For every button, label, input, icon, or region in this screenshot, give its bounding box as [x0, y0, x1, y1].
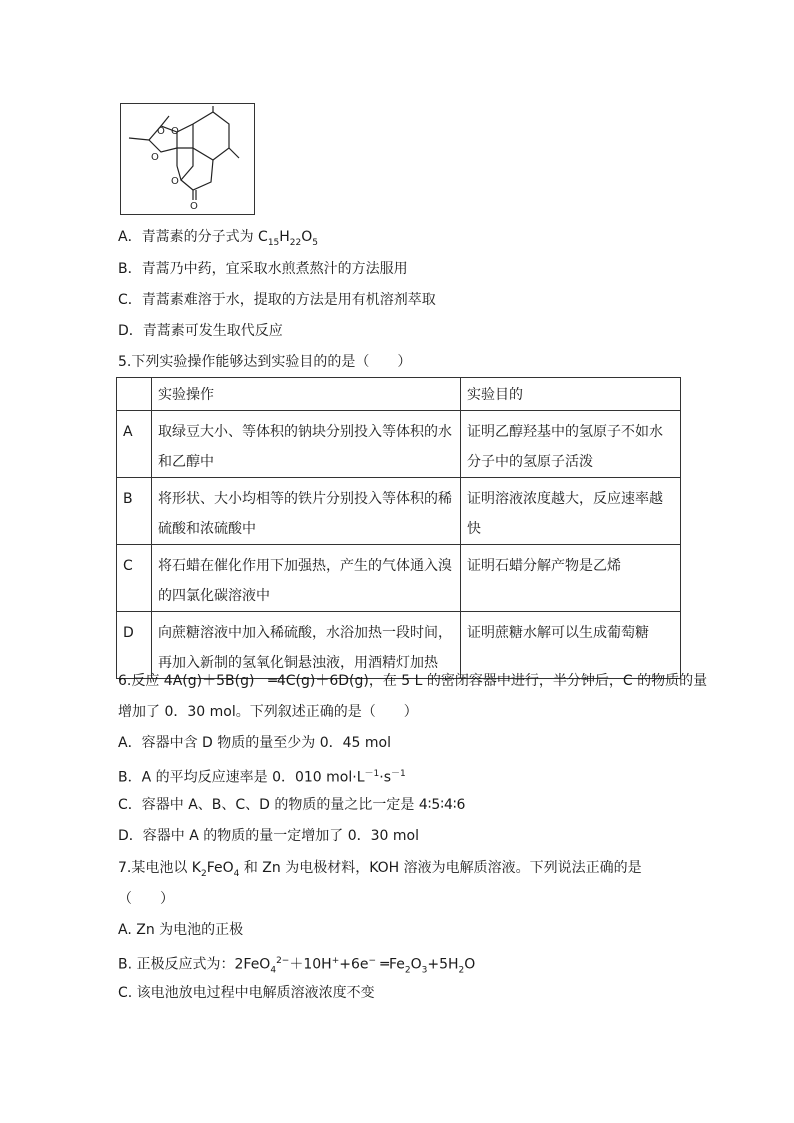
q6-option-a: A．容器中含 D 物质的量至少为 0．45 mol — [118, 735, 391, 751]
table-header-row — [117, 378, 681, 411]
operation-cell: 将形状、大小均相等的铁片分别投入等体积的稀硫酸和浓硫酸中 — [152, 478, 461, 545]
q4-option-a — [118, 229, 318, 251]
oxygen-atom-label: O — [190, 201, 198, 212]
molecule-drawing — [121, 104, 254, 214]
q6-option-c: C．容器中 A、B、C、D 的物质的量之比一定是 4∶5∶4∶6 — [118, 797, 466, 813]
goal-cell: 证明溶液浓度越大，反应速率越快 — [461, 478, 681, 545]
oxygen-atom-label: O — [171, 176, 179, 187]
table-header-cell — [117, 378, 152, 411]
subscript: 2 — [404, 965, 411, 976]
superscript: －1 — [364, 769, 380, 779]
q7-option-c: C. 该电池放电过程中电解质溶液浓度不变 — [118, 985, 375, 1001]
q7-stem-text: 7.某电池以 K — [118, 860, 201, 876]
table-row — [117, 545, 681, 612]
row-label: D — [117, 612, 152, 679]
operation-cell: 取绿豆大小、等体积的钠块分别投入等体积的水和乙醇中 — [152, 411, 461, 478]
subscript: 15 — [267, 237, 280, 248]
superscript: －1 — [391, 769, 406, 779]
q4-option-d: D．青蒿素可发生取代反应 — [118, 323, 283, 339]
oxygen-atom-label: O — [171, 126, 179, 137]
operation-cell: 向蔗糖溶液中加入稀硫酸，水浴加热一段时间，再加入新制的氢氧化铜悬浊液，用酒精灯加热 — [152, 612, 461, 679]
oxygen-atom-label: O — [157, 126, 165, 137]
q7-option-b-text: B. 正极反应式为：2FeO — [118, 956, 271, 973]
artemisinin-structure-image — [120, 103, 255, 215]
operation-cell: 将石蜡在催化作用下加强热，产生的气体通入溴的四氯化碳溶液中 — [152, 545, 461, 612]
goal-cell: 证明石蜡分解产物是乙烯 — [461, 545, 681, 612]
q6-stem-line2: 增加了 0．30 mol。下列叙述正确的是（ ） — [118, 704, 418, 720]
subscript: 22 — [289, 237, 302, 248]
q6-stem-line1: 6.反应 4A(g)＋5B(g) ═4C(g)＋6D(g)，在 5 L 的密闭容器中进行，半分钟后，C 的物质的量 — [118, 673, 708, 689]
subscript: 5 — [312, 237, 319, 248]
table-row — [117, 411, 681, 478]
formula-part: ·s — [379, 769, 391, 786]
subscript: 2 — [458, 965, 465, 976]
superscript: 2− — [276, 956, 290, 966]
q6-option-b — [118, 766, 406, 786]
row-label: C — [117, 545, 152, 612]
goal-cell: 证明蔗糖水解可以生成葡萄糖 — [461, 612, 681, 679]
superscript: − — [368, 956, 377, 966]
subscript: 2 — [201, 868, 207, 879]
q7-stem-line2: （ ） — [118, 891, 174, 907]
formula-part: ═Fe — [376, 956, 405, 973]
table-header-cell: 实验目的 — [461, 378, 681, 411]
oxygen-atom-label: O — [151, 152, 159, 163]
row-label: A — [117, 411, 152, 478]
q7-stem-line1 — [118, 860, 642, 882]
q5-stem: 5.下列实验操作能够达到实验目的的是（ ） — [118, 354, 412, 370]
q7-option-b — [118, 953, 475, 978]
q7-stem-text: 和 Zn 为电极材料，KOH 溶液为电解质溶液。下列说法正确的是 — [239, 860, 642, 876]
formula-part: +6e — [339, 956, 369, 973]
formula-part: H — [279, 229, 290, 245]
superscript: + — [331, 956, 340, 966]
q4-option-a-text: A．青蒿素的分子式为 C — [118, 229, 268, 245]
q7-option-a: A. Zn 为电池的正极 — [118, 922, 244, 938]
formula-part: +5H — [427, 956, 459, 973]
formula-part: O — [301, 229, 313, 245]
q6-option-d: D．容器中 A 的物质的量一定增加了 0．30 mol — [118, 828, 419, 844]
subscript: 3 — [421, 965, 428, 976]
formula-part: ＋10H — [289, 956, 332, 973]
table-header-cell: 实验操作 — [152, 378, 461, 411]
q4-option-c: C．青蒿素难溶于水，提取的方法是用有机溶剂萃取 — [118, 292, 436, 308]
table-row — [117, 612, 681, 679]
subscript: 4 — [233, 868, 240, 879]
subscript: 4 — [270, 965, 277, 976]
row-label: B — [117, 478, 152, 545]
table-row — [117, 478, 681, 545]
goal-cell: 证明乙醇羟基中的氢原子不如水分子中的氢原子活泼 — [461, 411, 681, 478]
q4-option-b: B．青蒿乃中药，宜采取水煎煮熬汁的方法服用 — [118, 261, 408, 277]
formula-part: O — [464, 956, 476, 973]
q6-option-b-text: B．A 的平均反应速率是 0．010 mol·L — [118, 769, 365, 786]
formula-part: FeO — [206, 860, 234, 876]
experiment-table — [116, 377, 681, 679]
formula-part: O — [410, 956, 422, 973]
